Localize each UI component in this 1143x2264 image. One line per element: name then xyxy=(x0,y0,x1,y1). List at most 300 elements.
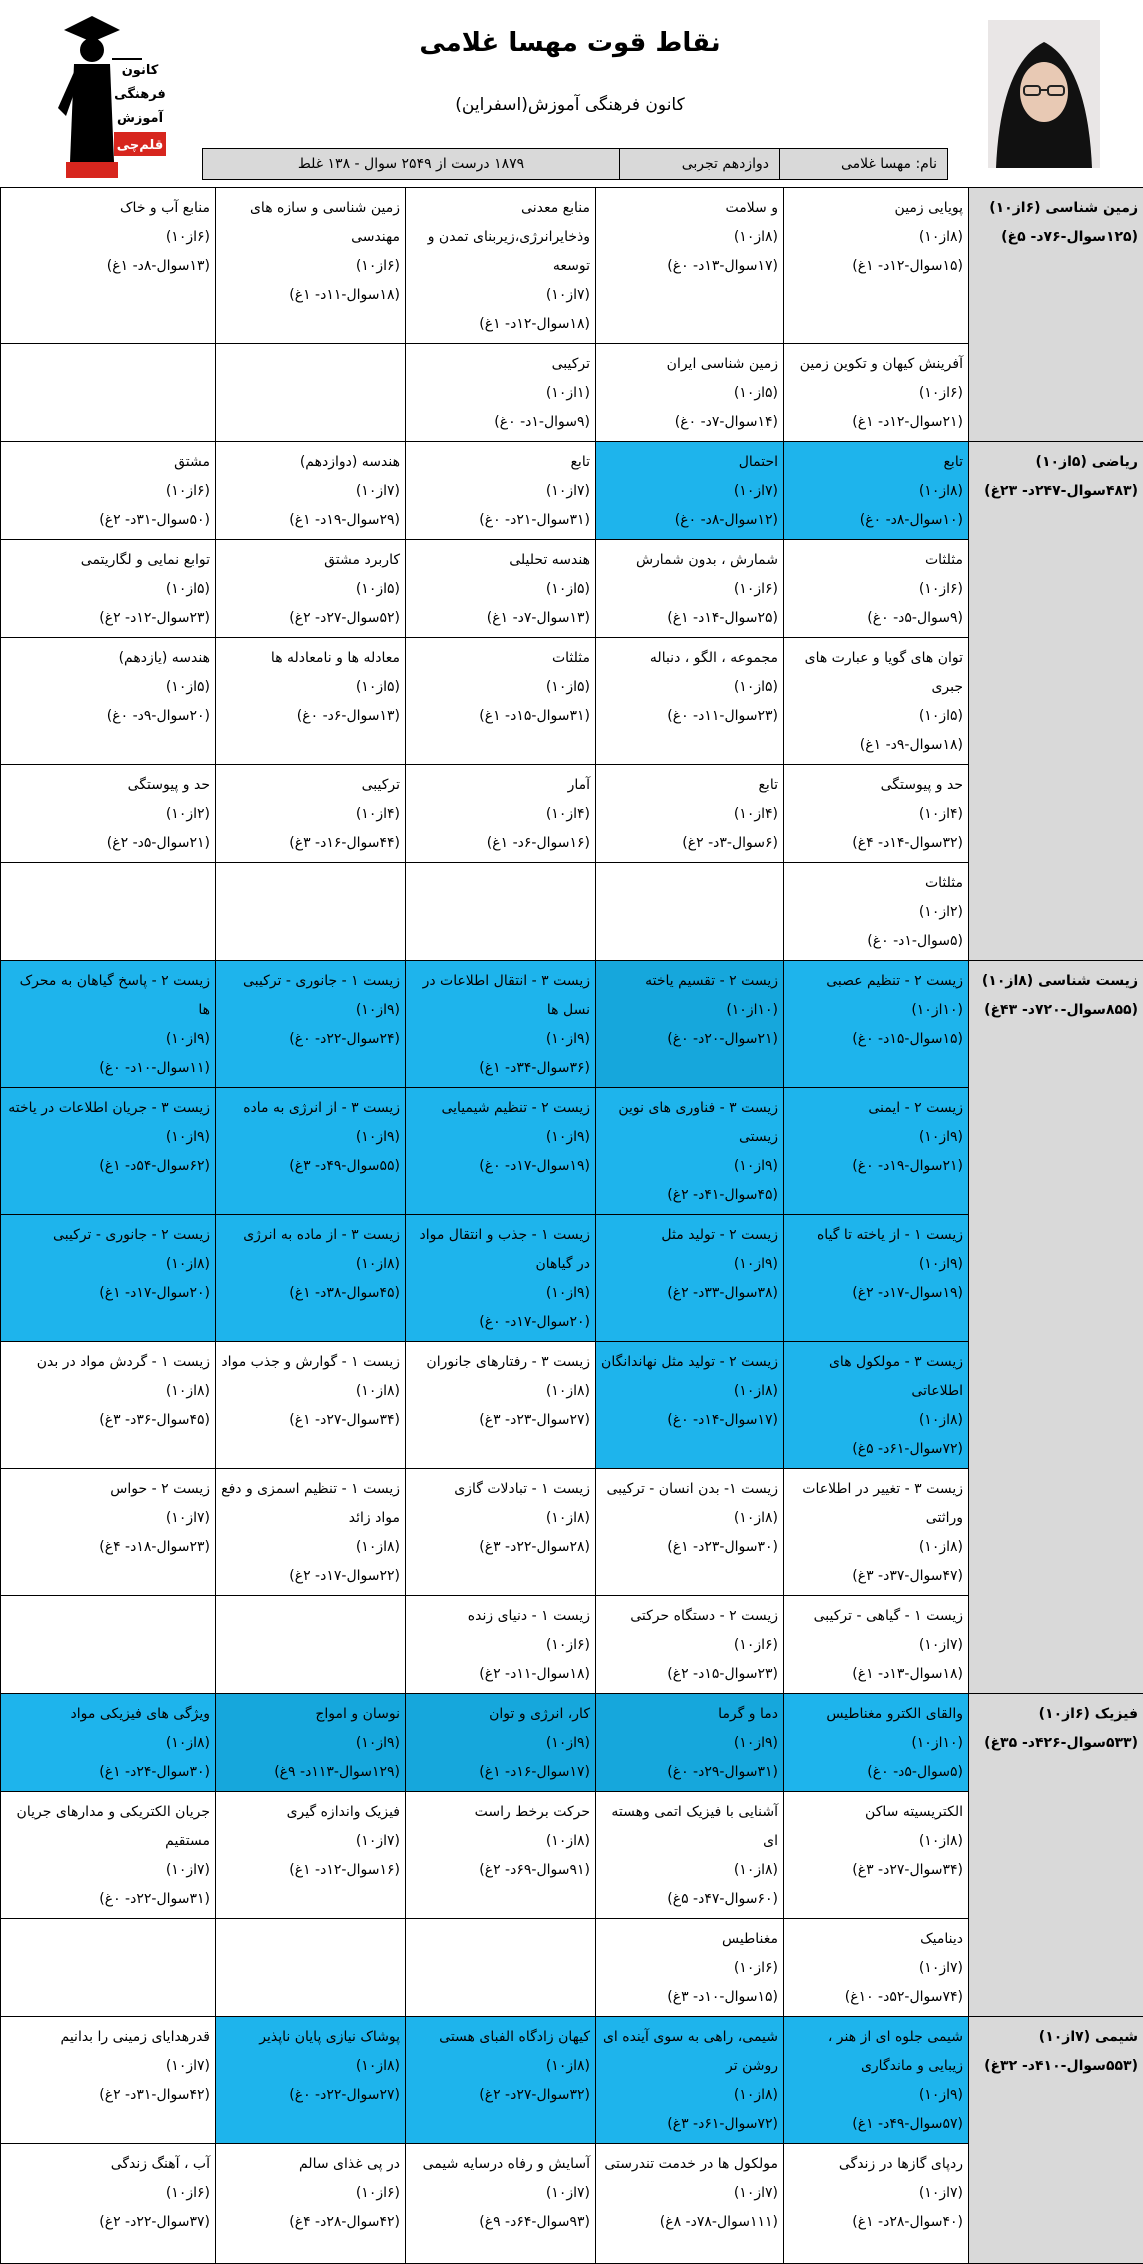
topic-name: در پی غذای سالم xyxy=(221,2150,400,2179)
student-grade: دوازدهم تجربی xyxy=(619,149,779,179)
topic-score: (۹از۱۰) xyxy=(601,1729,778,1758)
topic-stats: (۳۷سوال-۲۲د- ۲غ) xyxy=(6,2208,210,2237)
topic-score: (۷از۱۰) xyxy=(6,1856,210,1885)
topic-cell xyxy=(784,765,969,863)
topic-cell xyxy=(216,1342,406,1469)
topic-stats: (۱۵سوال-۱۲د- ۱غ) xyxy=(789,252,963,281)
topic-name: آشنایی با فیزیک اتمی وهسته ای xyxy=(601,1798,778,1856)
topic-cell xyxy=(1,1792,216,1919)
topic-cell xyxy=(784,1215,969,1342)
topic-name: حرکت برخط راست xyxy=(411,1798,590,1827)
topic-stats: (۱۶سوال-۶د- ۱غ) xyxy=(411,829,590,858)
topic-cell xyxy=(784,863,969,961)
subject-header xyxy=(969,2017,1143,2264)
topic-cell xyxy=(216,765,406,863)
topic-cell xyxy=(784,344,969,442)
topic-name: حد و پیوستگی xyxy=(789,771,963,800)
topic-name: قدرهدایای زمینی را بدانیم xyxy=(6,2023,210,2052)
topic-stats: (۱۱۱سوال-۷۸د- ۸غ) xyxy=(601,2208,778,2237)
topic-cell xyxy=(596,2144,784,2264)
topic-cell xyxy=(784,188,969,344)
topic-score: (۷از۱۰) xyxy=(789,1954,963,1983)
topic-name: زیست ۲ - تولید مثل xyxy=(601,1221,778,1250)
topic-cell xyxy=(406,344,596,442)
topic-name: شمارش ، بدون شمارش xyxy=(601,546,778,575)
topic-score: (۵از۱۰) xyxy=(789,702,963,731)
topic-name: مولکول ها در خدمت تندرستی xyxy=(601,2150,778,2179)
topic-cell xyxy=(784,1792,969,1919)
topic-name: مجموعه ، الگو ، دنباله xyxy=(601,644,778,673)
topic-name: احتمال xyxy=(601,448,778,477)
topic-stats: (۲۲سوال-۱۷د- ۲غ) xyxy=(221,1562,400,1591)
topic-cell xyxy=(1,2144,216,2264)
topic-score: (۷از۱۰) xyxy=(601,477,778,506)
topic-stats: (۲۰سوال-۱۷د- ۱غ) xyxy=(6,1279,210,1308)
topic-cell xyxy=(216,1919,406,2017)
topic-score: (۵از۱۰) xyxy=(601,379,778,408)
topic-cell xyxy=(1,442,216,540)
page-title: نقاط قوت مهسا غلامی xyxy=(300,28,840,58)
topic-cell xyxy=(784,1342,969,1469)
topic-score: (۹از۱۰) xyxy=(789,1123,963,1152)
topic-score: (۹از۱۰) xyxy=(789,1250,963,1279)
topic-cell xyxy=(216,863,406,961)
topic-stats: (۱۹سوال-۱۷د- ۲غ) xyxy=(789,1279,963,1308)
topic-cell xyxy=(784,1694,969,1792)
topic-cell xyxy=(216,1469,406,1596)
topic-name: زیست ۲ - حواس xyxy=(6,1475,210,1504)
table-row xyxy=(1,961,1143,1088)
topic-cell xyxy=(596,344,784,442)
topic-stats: (۳۱سوال-۲۲د- ۰غ) xyxy=(6,1885,210,1914)
subject-title: زمین شناسی (۶از۱۰) xyxy=(974,194,1138,223)
topic-score: (۲از۱۰) xyxy=(6,800,210,829)
topic-stats: (۵۷سوال-۴۹د- ۱غ) xyxy=(789,2110,963,2139)
topic-cell xyxy=(1,961,216,1088)
topic-stats: (۲۳سوال-۱۸د- ۴غ) xyxy=(6,1533,210,1562)
topic-stats: (۲۱سوال-۵د- ۲غ) xyxy=(6,829,210,858)
topic-stats: (۹۱سوال-۶۹د- ۲غ) xyxy=(411,1856,590,1885)
logo-text-3: آموزش xyxy=(117,109,164,126)
topic-score: (۷از۱۰) xyxy=(411,2179,590,2208)
topic-score: (۶از۱۰) xyxy=(789,575,963,604)
topic-name: ترکیبی xyxy=(221,771,400,800)
topic-score: (۹از۱۰) xyxy=(411,1123,590,1152)
kanoon-logo xyxy=(52,12,172,180)
topic-cell xyxy=(216,540,406,638)
topic-cell xyxy=(1,344,216,442)
subject-header xyxy=(969,188,1143,442)
topic-score: (۵از۱۰) xyxy=(221,575,400,604)
topic-name: ردپای گازها در زندگی xyxy=(789,2150,963,2179)
topic-stats: (۲۱سوال-۲۰د- ۰غ) xyxy=(601,1025,778,1054)
topic-stats: (۲۷سوال-۲۳د- ۳غ) xyxy=(411,1406,590,1435)
topic-cell xyxy=(1,540,216,638)
topic-score: (۹از۱۰) xyxy=(411,1025,590,1054)
topic-stats: (۴۲سوال-۳۱د- ۲غ) xyxy=(6,2081,210,2110)
topic-score: (۸از۱۰) xyxy=(411,2052,590,2081)
topic-stats: (۳۴سوال-۲۷د- ۳غ) xyxy=(789,1856,963,1885)
topic-score: (۱از۱۰) xyxy=(411,379,590,408)
topic-stats: (۲۳سوال-۱۱د- ۰غ) xyxy=(601,702,778,731)
topic-stats: (۵۰سوال-۳۱د- ۲غ) xyxy=(6,506,210,535)
topic-name: زیست ۲ - تنظیم عصبی xyxy=(789,967,963,996)
topic-score: (۵از۱۰) xyxy=(601,673,778,702)
topic-score: (۸از۱۰) xyxy=(6,1377,210,1406)
table-row xyxy=(1,2017,1143,2144)
topic-name: زیست ۳ - انتقال اطلاعات در نسل ها xyxy=(411,967,590,1025)
topic-name: شیمی، راهی به سوی آینده ای روشن تر xyxy=(601,2023,778,2081)
topic-name: توابع نمایی و لگاریتمی xyxy=(6,546,210,575)
topic-cell xyxy=(216,2017,406,2144)
topic-name: کیهان زادگاه الفبای هستی xyxy=(411,2023,590,2052)
topic-stats: (۴۰سوال-۲۸د- ۱غ) xyxy=(789,2208,963,2237)
topic-score: (۶از۱۰) xyxy=(6,223,210,252)
topic-stats: (۲۳سوال-۱۲د- ۲غ) xyxy=(6,604,210,633)
table-row xyxy=(1,442,1143,540)
topic-name: شیمی جلوه ای از هنر ، زیبایی و ماندگاری xyxy=(789,2023,963,2081)
topic-name: توان های گویا و عبارت های جبری xyxy=(789,644,963,702)
topic-score: (۶از۱۰) xyxy=(221,252,400,281)
topic-score: (۸از۱۰) xyxy=(6,1250,210,1279)
topic-name: کاربرد مشتق xyxy=(221,546,400,575)
topic-stats: (۷۴سوال-۵۲د- ۱۰غ) xyxy=(789,1983,963,2012)
topic-score: (۶از۱۰) xyxy=(601,1631,778,1660)
topic-cell xyxy=(784,638,969,765)
topic-stats: (۱۵سوال-۱۵د- ۰غ) xyxy=(789,1025,963,1054)
topic-cell xyxy=(406,540,596,638)
topic-name: زیست ۳ - جریان اطلاعات در یاخته xyxy=(6,1094,210,1123)
topic-name: زیست ۲ - ایمنی xyxy=(789,1094,963,1123)
topic-stats: (۳۰سوال-۲۴د- ۱غ) xyxy=(6,1758,210,1787)
topic-score: (۸از۱۰) xyxy=(789,1533,963,1562)
topic-name: حد و پیوستگی xyxy=(6,771,210,800)
topic-name: زمین شناسی ایران xyxy=(601,350,778,379)
topic-score: (۱۰از۱۰) xyxy=(601,996,778,1025)
topic-stats: (۹سوال-۱د- ۰غ) xyxy=(411,408,590,437)
topic-stats: (۳۸سوال-۳۳د- ۲غ) xyxy=(601,1279,778,1308)
topic-cell xyxy=(1,1088,216,1215)
topic-stats: (۶سوال-۳د- ۲غ) xyxy=(601,829,778,858)
topic-cell xyxy=(216,2144,406,2264)
topic-cell xyxy=(406,2144,596,2264)
subject-title: فیزیک (۶از۱۰) xyxy=(974,1700,1138,1729)
topic-cell xyxy=(216,1088,406,1215)
topic-score: (۸از۱۰) xyxy=(221,1250,400,1279)
topic-cell xyxy=(1,1215,216,1342)
topic-name: دما و گرما xyxy=(601,1700,778,1729)
topic-cell xyxy=(1,1919,216,2017)
topic-name: زیست ۳ - رفتارهای جانوران xyxy=(411,1348,590,1377)
topic-name: آب ، آهنگ زندگی xyxy=(6,2150,210,2179)
topic-cell xyxy=(406,961,596,1088)
topic-name: زیست ۳ - از ماده به انرژی xyxy=(221,1221,400,1250)
topic-stats: (۱۲سوال-۸د- ۰غ) xyxy=(601,506,778,535)
subject-header xyxy=(969,1694,1143,2017)
topic-cell xyxy=(406,765,596,863)
topic-cell xyxy=(596,540,784,638)
topic-score: (۶از۱۰) xyxy=(601,1954,778,1983)
topic-cell xyxy=(784,2144,969,2264)
topic-name: هندسه (دوازدهم) xyxy=(221,448,400,477)
topic-name: و سلامت xyxy=(601,194,778,223)
topic-cell xyxy=(1,2017,216,2144)
topic-name: کار، انرژی و توان xyxy=(411,1700,590,1729)
topic-stats: (۷۲سوال-۶۱د- ۵غ) xyxy=(789,1435,963,1464)
topic-cell xyxy=(784,2017,969,2144)
topic-score: (۸از۱۰) xyxy=(221,2052,400,2081)
topic-stats: (۲۱سوال-۱۹د- ۰غ) xyxy=(789,1152,963,1181)
student-photo xyxy=(988,20,1100,168)
table-row xyxy=(1,1694,1143,1792)
topic-stats: (۲۹سوال-۱۹د- ۱غ) xyxy=(221,506,400,535)
subject-title: زیست شناسی (۸از۱۰) xyxy=(974,967,1138,996)
topic-name: آسایش و رفاه درسایه شیمی xyxy=(411,2150,590,2179)
topic-name: پویایی زمین xyxy=(789,194,963,223)
topic-stats: (۴۵سوال-۳۸د- ۱غ) xyxy=(221,1279,400,1308)
topic-stats: (۳۲سوال-۲۷د- ۲غ) xyxy=(411,2081,590,2110)
student-info-bar xyxy=(202,148,948,180)
topic-stats: (۲۰سوال-۱۷د- ۰غ) xyxy=(411,1308,590,1337)
topic-score: (۹از۱۰) xyxy=(411,1729,590,1758)
topic-name: نوسان و امواج xyxy=(221,1700,400,1729)
student-name: نام: مهسا غلامی xyxy=(779,149,947,179)
topic-score: (۶از۱۰) xyxy=(6,477,210,506)
topic-cell xyxy=(216,1694,406,1792)
topic-stats: (۱۶سوال-۱۲د- ۱غ) xyxy=(221,1856,400,1885)
topic-score: (۲از۱۰) xyxy=(789,898,963,927)
topic-score: (۸از۱۰) xyxy=(789,477,963,506)
topic-name: تابع xyxy=(601,771,778,800)
topic-score: (۶از۱۰) xyxy=(221,2179,400,2208)
topic-stats: (۷۲سوال-۶۱د- ۳غ) xyxy=(601,2110,778,2139)
topic-stats: (۹سوال-۵د- ۰غ) xyxy=(789,604,963,633)
topic-score: (۶از۱۰) xyxy=(789,379,963,408)
topic-cell xyxy=(596,863,784,961)
topic-name: والقای الکترو مغناطیس xyxy=(789,1700,963,1729)
logo-text-2: فرهنگی xyxy=(114,86,166,102)
topic-stats: (۱۸سوال-۱۳د- ۱غ) xyxy=(789,1660,963,1689)
topic-name: زیست ۲ - پاسخ گیاهان به محرک ها xyxy=(6,967,210,1025)
topic-stats: (۲۴سوال-۲۲د- ۰غ) xyxy=(221,1025,400,1054)
topic-score: (۹از۱۰) xyxy=(221,1123,400,1152)
topic-score: (۷از۱۰) xyxy=(221,477,400,506)
subject-header xyxy=(969,961,1143,1694)
topic-stats: (۴۵سوال-۳۶د- ۳غ) xyxy=(6,1406,210,1435)
topic-stats: (۴۵سوال-۴۱د- ۲غ) xyxy=(601,1181,778,1210)
topic-score: (۵از۱۰) xyxy=(6,575,210,604)
topic-name: تابع xyxy=(789,448,963,477)
topic-score: (۹از۱۰) xyxy=(221,996,400,1025)
topic-score: (۷از۱۰) xyxy=(6,2052,210,2081)
topic-name: مثلثات xyxy=(789,546,963,575)
topic-score: (۶از۱۰) xyxy=(6,2179,210,2208)
topic-stats: (۶۲سوال-۵۴د- ۱غ) xyxy=(6,1152,210,1181)
topic-name: زیست ۱ - تنظیم اسمزی و دفع مواد زائد xyxy=(221,1475,400,1533)
topic-cell xyxy=(596,961,784,1088)
topic-name: زیست ۱ - جذب و انتقال مواد در گیاهان xyxy=(411,1221,590,1279)
topic-stats: (۱۷سوال-۱۳د- ۰غ) xyxy=(601,252,778,281)
topic-cell xyxy=(784,540,969,638)
topic-stats: (۱۱سوال-۱۰د- ۰غ) xyxy=(6,1054,210,1083)
topic-score: (۹از۱۰) xyxy=(411,1279,590,1308)
logo-text-4: قلم‌چی xyxy=(117,138,164,153)
topic-score: (۱۰از۱۰) xyxy=(789,1729,963,1758)
topic-name: زیست ۲ - تنظیم شیمیایی xyxy=(411,1094,590,1123)
topic-name: زیست ۲ - دستگاه حرکتی xyxy=(601,1602,778,1631)
topic-cell xyxy=(596,1919,784,2017)
topic-name: تابع xyxy=(411,448,590,477)
topic-cell xyxy=(1,863,216,961)
topic-cell xyxy=(596,1792,784,1919)
topic-cell xyxy=(406,863,596,961)
topic-score: (۷از۱۰) xyxy=(789,2179,963,2208)
topic-cell xyxy=(1,765,216,863)
topic-stats: (۳۱سوال-۲۹د- ۰غ) xyxy=(601,1758,778,1787)
topic-cell xyxy=(784,961,969,1088)
topic-name: هندسه تحلیلی xyxy=(411,546,590,575)
topic-cell xyxy=(406,1792,596,1919)
topic-score: (۸از۱۰) xyxy=(789,223,963,252)
topic-cell xyxy=(406,1596,596,1694)
topic-stats: (۲۱سوال-۱۲د- ۱غ) xyxy=(789,408,963,437)
topic-score: (۷از۱۰) xyxy=(221,1827,400,1856)
topic-name: جریان الکتریکی و مدارهای جریان مستقیم xyxy=(6,1798,210,1856)
topic-cell xyxy=(216,1596,406,1694)
topic-cell xyxy=(216,638,406,765)
topic-cell xyxy=(1,1694,216,1792)
topic-stats: (۳۶سوال-۳۴د- ۱غ) xyxy=(411,1054,590,1083)
topic-stats: (۱۷سوال-۱۶د- ۱غ) xyxy=(411,1758,590,1787)
topic-stats: (۵سوال-۱د- ۰غ) xyxy=(789,927,963,956)
topic-score: (۷از۱۰) xyxy=(411,281,590,310)
topic-name: زیست ۳ - تغییر در اطلاعات وراثتی xyxy=(789,1475,963,1533)
topic-score: (۸از۱۰) xyxy=(601,223,778,252)
institute-name: کانون فرهنگی آموزش(اسفراین) xyxy=(300,95,840,115)
topic-stats: (۱۰سوال-۸د- ۰غ) xyxy=(789,506,963,535)
topic-stats: (۲۰سوال-۹د- ۰غ) xyxy=(6,702,210,731)
topic-score: (۸از۱۰) xyxy=(601,1504,778,1533)
topic-name: دینامیک xyxy=(789,1925,963,1954)
topic-stats: (۶۰سوال-۴۷د- ۵غ) xyxy=(601,1885,778,1914)
topic-cell xyxy=(406,1919,596,2017)
topic-score: (۱۰از۱۰) xyxy=(789,996,963,1025)
topic-cell xyxy=(406,1215,596,1342)
topic-name: ویژگی های فیزیکی مواد xyxy=(6,1700,210,1729)
topic-cell xyxy=(784,442,969,540)
topic-cell xyxy=(596,2017,784,2144)
topic-name: زیست ۱ - گردش مواد در بدن xyxy=(6,1348,210,1377)
topic-name: زیست ۲ - تولید مثل نهاندانگان xyxy=(601,1348,778,1377)
subject-header xyxy=(969,442,1143,961)
topic-name: فیزیک واندازه گیری xyxy=(221,1798,400,1827)
topic-stats: (۱۳سوال-۸د- ۱غ) xyxy=(6,252,210,281)
topic-name: زیست ۱ - گوارش و جذب مواد xyxy=(221,1348,400,1377)
topic-stats: (۳۱سوال-۲۱د- ۰غ) xyxy=(411,506,590,535)
topic-score: (۵از۱۰) xyxy=(411,673,590,702)
topic-cell xyxy=(1,1342,216,1469)
topic-cell xyxy=(216,1792,406,1919)
topic-name: آمار xyxy=(411,771,590,800)
topic-score: (۵از۱۰) xyxy=(411,575,590,604)
topic-score: (۹از۱۰) xyxy=(221,1729,400,1758)
topic-cell xyxy=(596,638,784,765)
topic-cell xyxy=(406,1088,596,1215)
topic-stats: (۳۱سوال-۱۵د- ۱غ) xyxy=(411,702,590,731)
topic-score: (۸از۱۰) xyxy=(601,1377,778,1406)
logo-text-1: کانون xyxy=(122,63,159,78)
topic-cell xyxy=(406,442,596,540)
topic-cell xyxy=(406,188,596,344)
topic-score: (۴از۱۰) xyxy=(411,800,590,829)
topic-name: زیست ۱ - تبادلات گازی xyxy=(411,1475,590,1504)
topic-name: مثلثات xyxy=(411,644,590,673)
topic-cell xyxy=(596,1342,784,1469)
topic-name: مثلثات xyxy=(789,869,963,898)
topic-cell xyxy=(784,1469,969,1596)
topic-stats: (۲۳سوال-۱۵د- ۲غ) xyxy=(601,1660,778,1689)
topic-cell xyxy=(406,638,596,765)
topic-cell xyxy=(1,638,216,765)
topic-score: (۸از۱۰) xyxy=(411,1504,590,1533)
topic-name: معادله ها و نامعادله ها xyxy=(221,644,400,673)
topic-stats: (۴۷سوال-۳۷د- ۳غ) xyxy=(789,1562,963,1591)
topic-stats: (۱۸سوال-۹د- ۱غ) xyxy=(789,731,963,760)
topic-cell xyxy=(216,442,406,540)
topic-score: (۷از۱۰) xyxy=(601,2179,778,2208)
topic-score: (۸از۱۰) xyxy=(601,1856,778,1885)
topic-cell xyxy=(596,1694,784,1792)
topic-stats: (۲۵سوال-۱۴د- ۱غ) xyxy=(601,604,778,633)
topic-name: زیست ۲ - تقسیم یاخته xyxy=(601,967,778,996)
topic-stats: (۱۹سوال-۱۷د- ۰غ) xyxy=(411,1152,590,1181)
topic-score: (۷از۱۰) xyxy=(6,1504,210,1533)
topic-score: (۸از۱۰) xyxy=(6,1729,210,1758)
topic-score: (۷از۱۰) xyxy=(411,477,590,506)
topic-name: زیست ۱- بدن انسان - ترکیبی xyxy=(601,1475,778,1504)
topic-score: (۴از۱۰) xyxy=(601,800,778,829)
topic-stats: (۳۴سوال-۲۷د- ۱غ) xyxy=(221,1406,400,1435)
topic-stats: (۱۸سوال-۱۲د- ۱غ) xyxy=(411,310,590,339)
topic-score: (۶از۱۰) xyxy=(411,1631,590,1660)
subject-stats: (۵۳۳سوال-۴۲۶د- ۳۵غ) xyxy=(974,1729,1138,1758)
topic-stats: (۱۵سوال-۱۰د- ۳غ) xyxy=(601,1983,778,2012)
topic-score: (۹از۱۰) xyxy=(6,1123,210,1152)
topic-name: زیست ۳ - مولکول های اطلاعاتی xyxy=(789,1348,963,1406)
subject-stats: (۱۲۵سوال-۷۶د- ۵غ) xyxy=(974,223,1138,252)
topic-cell xyxy=(596,1088,784,1215)
topic-score: (۵از۱۰) xyxy=(6,673,210,702)
topic-name: ترکیبی xyxy=(411,350,590,379)
topic-name: منابع معدنی وذخایرانرژی،زیربنای تمدن و توسعه xyxy=(411,194,590,281)
topic-stats: (۲۸سوال-۲۲د- ۳غ) xyxy=(411,1533,590,1562)
topic-stats: (۵۲سوال-۲۷د- ۲غ) xyxy=(221,604,400,633)
topic-stats: (۱۸سوال-۱۱د- ۲غ) xyxy=(411,1660,590,1689)
topic-cell xyxy=(784,1596,969,1694)
topic-name: زیست ۳ - فناوری های نوین زیستی xyxy=(601,1094,778,1152)
topic-name: هندسه (یازدهم) xyxy=(6,644,210,673)
topic-cell xyxy=(216,344,406,442)
topic-stats: (۴۲سوال-۲۸د- ۴غ) xyxy=(221,2208,400,2237)
topic-stats: (۱۲۹سوال-۱۱۳د- ۹غ) xyxy=(221,1758,400,1787)
topic-cell xyxy=(784,1919,969,2017)
topic-stats: (۵۵سوال-۴۹د- ۳غ) xyxy=(221,1152,400,1181)
table-row xyxy=(1,188,1143,344)
topic-stats: (۳۰سوال-۲۳د- ۱غ) xyxy=(601,1533,778,1562)
topic-cell xyxy=(406,1469,596,1596)
topic-cell xyxy=(1,188,216,344)
strengths-table xyxy=(0,187,1143,2264)
